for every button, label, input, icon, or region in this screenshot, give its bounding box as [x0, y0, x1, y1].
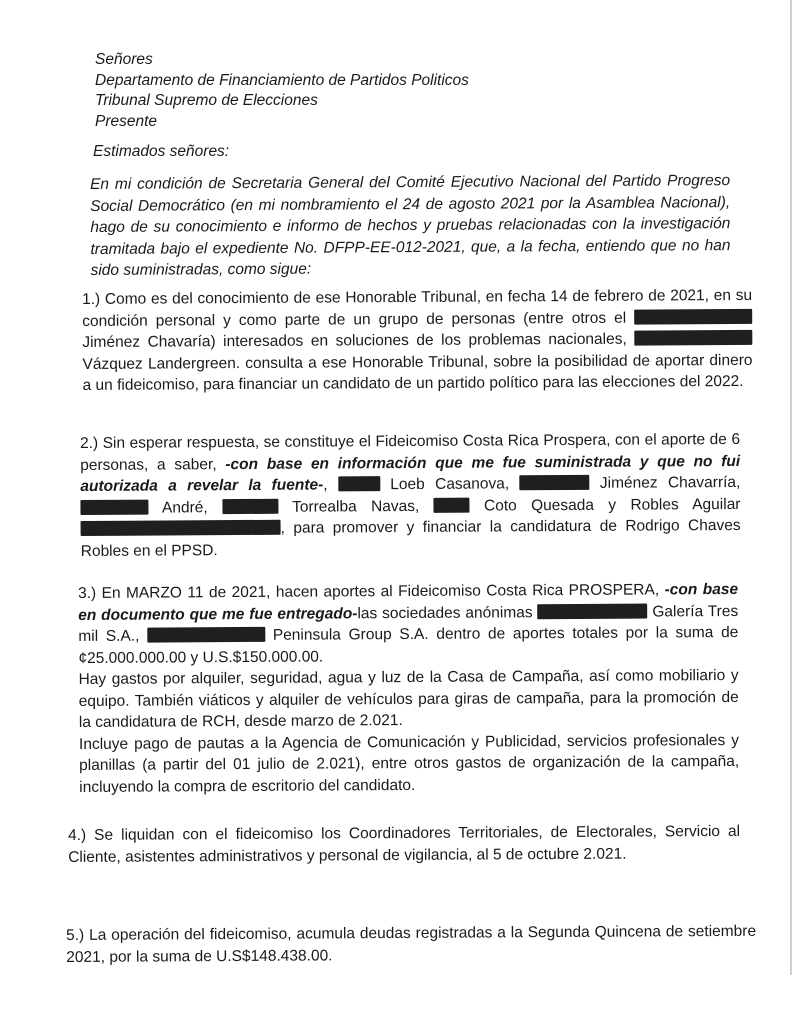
address-line: Departamento de Financiamiento de Partidos Politicos — [95, 71, 469, 89]
text-segment: André, — [161, 498, 208, 517]
text-segment: Jiménez Chavarría, — [599, 473, 741, 492]
redaction-box — [147, 627, 265, 643]
bold-italic-text: -con base en documento que me fue entregado- — [78, 580, 739, 624]
text-segment: Loeb Casanova, — [390, 475, 510, 494]
redaction-box — [81, 520, 281, 536]
paragraph-5: 5.) La operación del fideicomiso, acumula deudas registradas a la Segunda Quincena de setiembre 2021, por la suma de U.S$148.438.00. — [66, 922, 757, 966]
recipient-address — [95, 50, 469, 132]
text-segment: Torrealba Navas, — [292, 497, 420, 516]
redaction-box — [80, 499, 148, 514]
text-segment: 1.) Como es del conocimiento de ese Honorable Tribunal, en fecha 14 de febrero de 2021, en su condición personal y como parte de un grupo de personas (entre otros el — [82, 286, 753, 330]
redaction-box — [520, 475, 590, 490]
scan-edge — [790, 0, 792, 975]
text-segment: , — [323, 476, 328, 494]
text-segment: Incluye pago de pautas a la Agencia de Comunicación y Publicidad, servicios profesionales y planillas (a partir del 01 julio de 2.021), entre otros gastos de organización de la campaña, incluyendo la compra de escritorio del candidato. — [78, 731, 740, 796]
intro-paragraph: En mi condición de Secretaria General del Comité Ejecutivo Nacional del Partido Progreso Social Democrático (en mi nombramiento el 24 de agosto 2021 por la Asamblea Nacional), hago de su conocimiento e informo de hechos y pruebas relacionadas con la investigación tramitada bajo el expediente No. DFPP-EE-012-2021, que, a la fecha, entiendo que no han sido suministradas, como sigue: — [90, 172, 731, 279]
text-segment: Hay gastos por alquiler, seguridad, agua y luz de la Casa de Campaña, así como mobiliario y equipo. También viáticos y alquiler de vehículos para giras de campaña, para la promoción de la candidatura de RCH, desde marzo de 2.021. — [78, 666, 739, 731]
address-line: Presente — [95, 112, 158, 130]
redaction-box — [222, 498, 278, 513]
text-segment: 2.) Sin esperar respuesta, se constituye el Fideicomiso Costa Rica Prospera, con el aporte de 6 personas, a saber, — [80, 430, 741, 474]
salutation: Estimados señores: — [93, 143, 230, 160]
redaction-box — [537, 603, 647, 619]
text-segment: las sociedades anónimas — [357, 603, 533, 622]
paragraph-2 — [80, 429, 741, 562]
address-line: Señores — [95, 51, 153, 68]
redaction-box — [634, 330, 752, 346]
text-segment: Peninsula Group S.A. dentro de aportes totales por la suma de ¢25.000.000.00 y U.S.$150.000.00. — [78, 623, 739, 667]
address-line: Tribunal Supremo de Elecciones — [95, 92, 318, 109]
text-segment: Galería Tres mil S.A., — [78, 602, 739, 645]
bold-italic-text: -con base en información que me fue suministrada y que no fui autorizada a revelar la fuente- — [80, 452, 741, 495]
text-segment: , para promover y financiar la candidatura de Rodrigo Chaves Robles en el PPSD. — [80, 516, 741, 560]
redaction-box — [338, 476, 380, 491]
text-segment: 3.) En MARZO 11 de 2021, hacen aportes al Fideicomiso Costa Rica PROSPERA, — [78, 581, 660, 602]
redaction-box — [434, 497, 470, 512]
paragraph-4: 4.) Se liquidan con el fideicomiso los Coordinadores Territoriales, de Electorales, Servicio al Cliente, asistentes administrativos y personal de vigilancia, al 5 de octubre 2.021. — [68, 822, 741, 866]
text-segment: Coto Quesada y Robles Aguilar — [483, 495, 741, 515]
text-segment: Jiménez Chavaría) interesados en soluciones de los problemas nacionales, — [82, 330, 627, 351]
redaction-box — [634, 308, 752, 324]
paragraph-1 — [82, 285, 753, 397]
paragraph-3 — [78, 579, 739, 798]
text-segment: Vázquez Landergreen. consulta a ese Honorable Tribunal, sobre la posibilidad de aportar dinero a un fideicomiso, para financiar un candidato de un partido político para las elecciones del 2022. — [82, 351, 753, 394]
